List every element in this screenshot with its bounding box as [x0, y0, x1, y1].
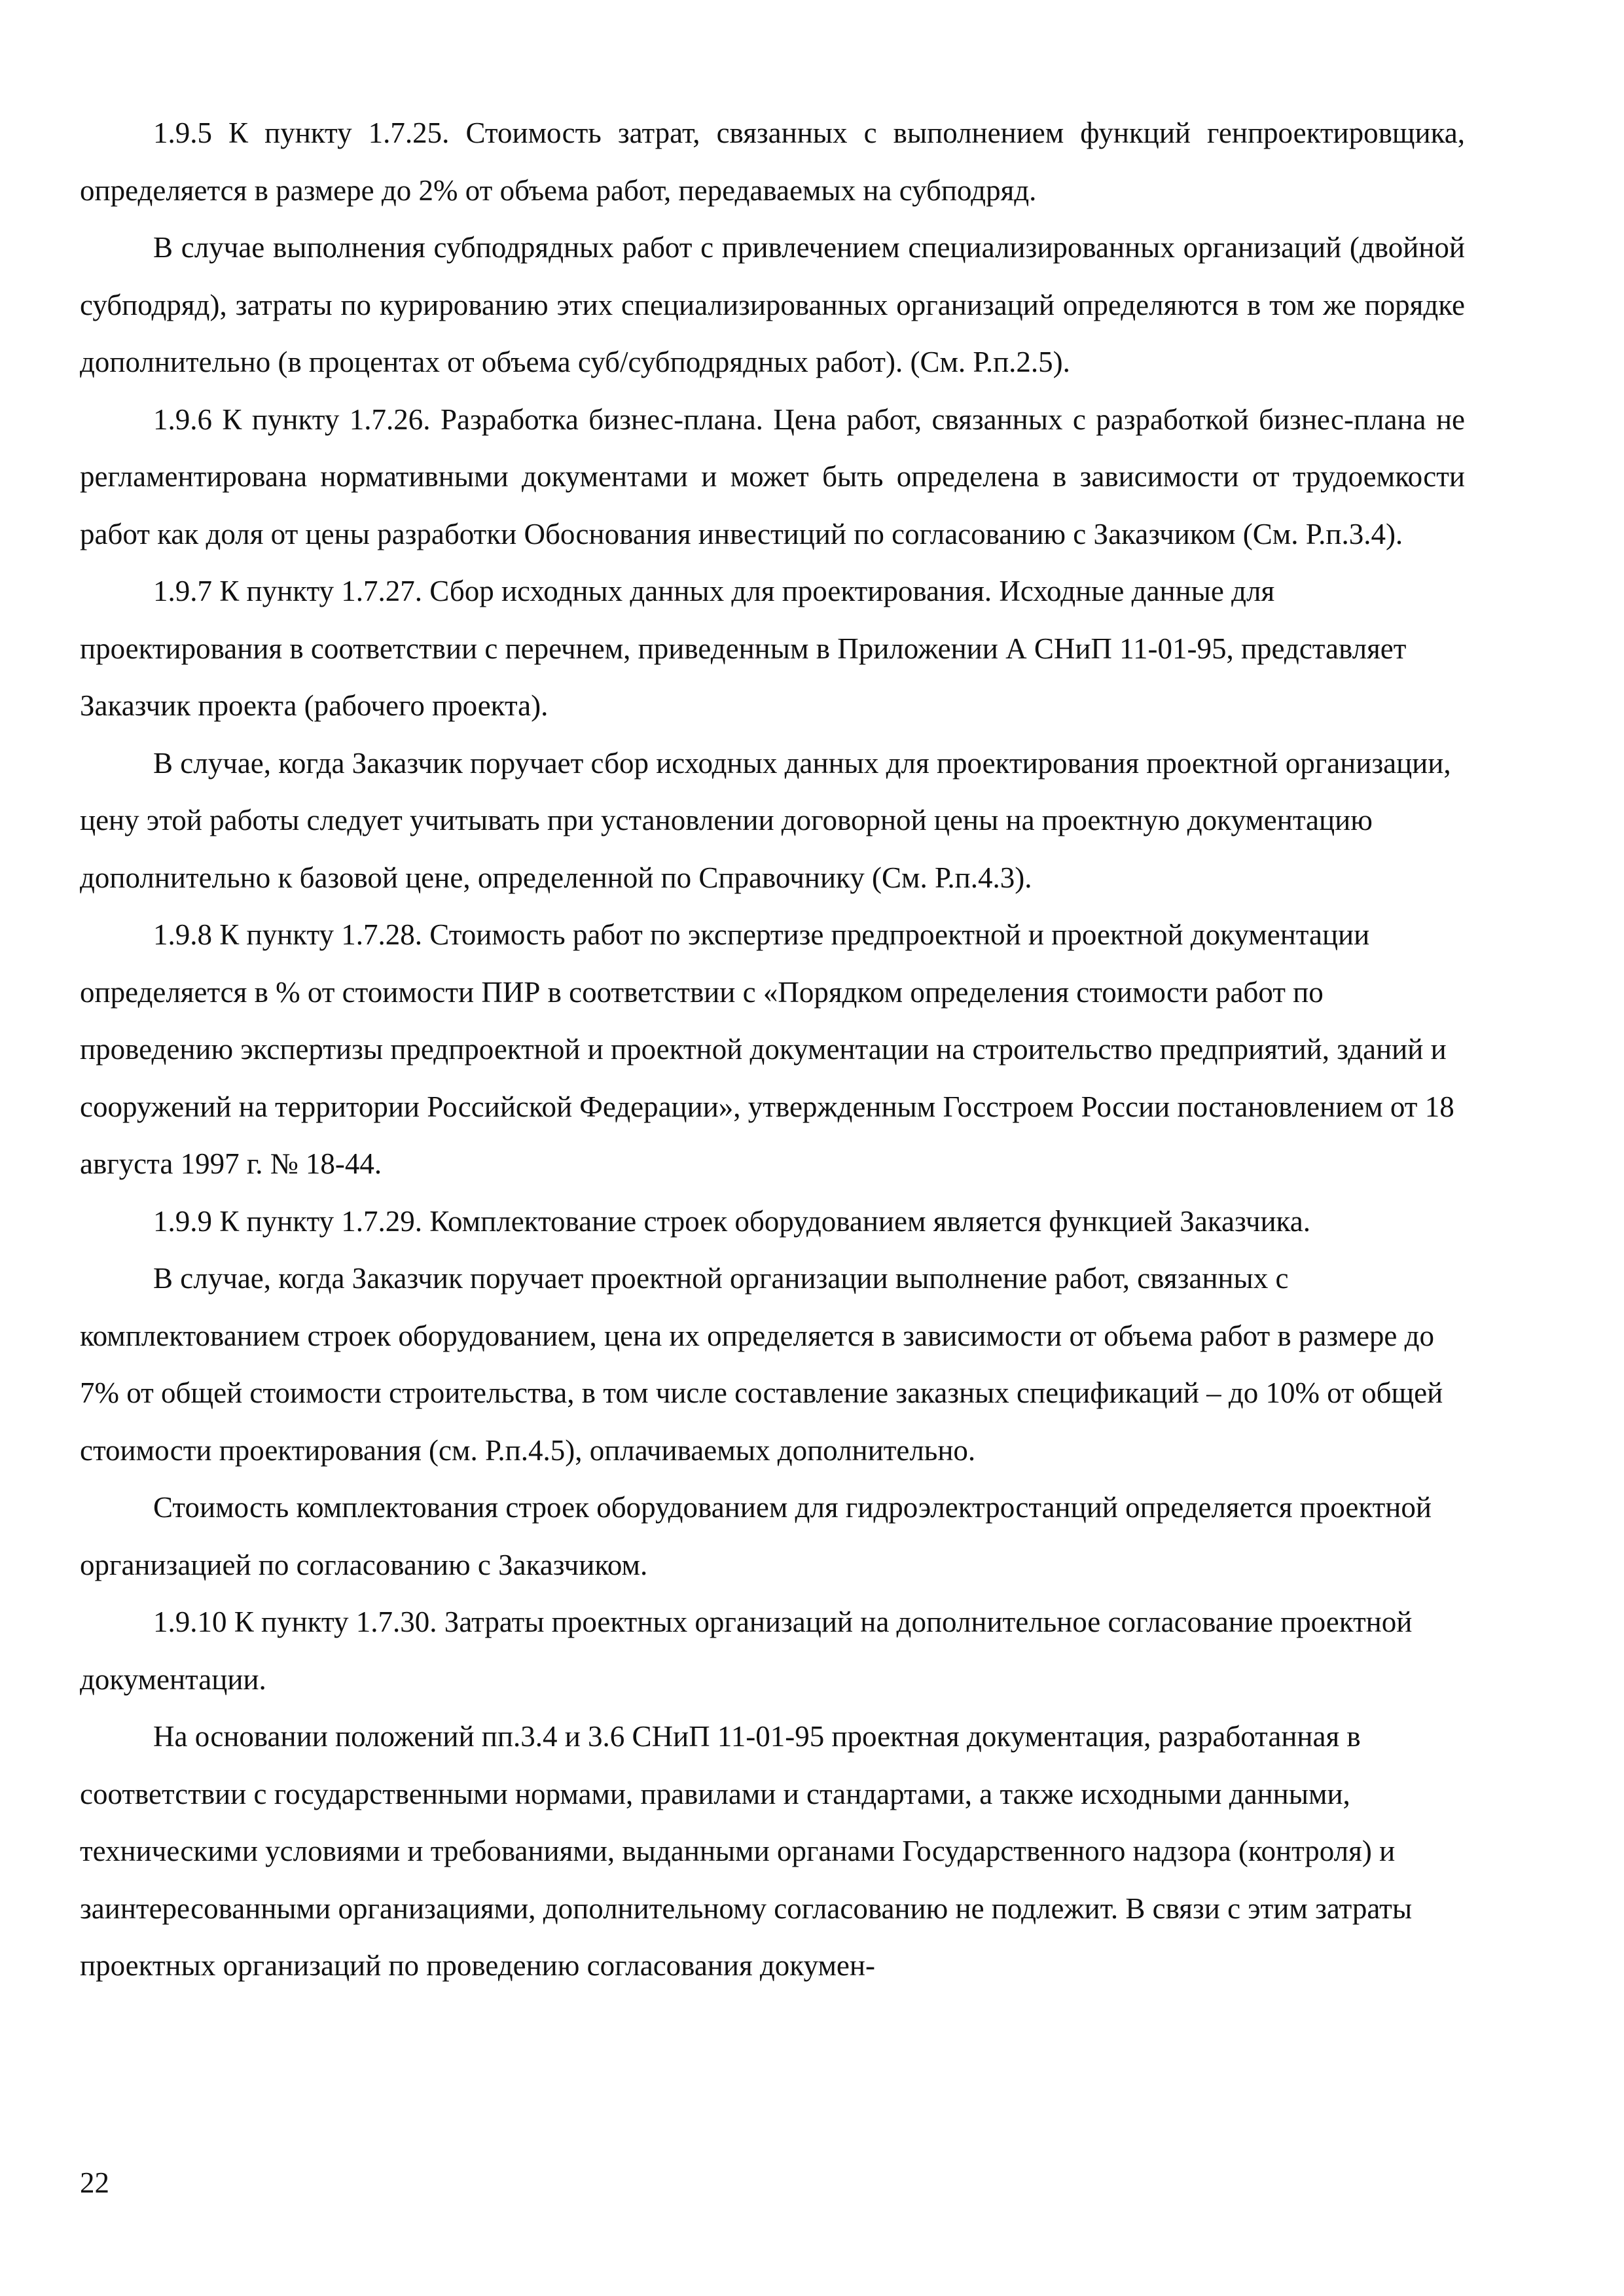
paragraph-1-9-5: 1.9.5 К пункту 1.7.25. Стоимость затрат, связанных с выполнением функций генпроектировщика, определяется в размере до 2% от объема работ, передаваемых на субподряд.	[80, 117, 1465, 207]
page-number: 22	[80, 2166, 109, 2199]
paragraph-equipment-procurement: В случае, когда Заказчик поручает проектной организации выполнение работ, связанных с комплектованием строек оборудованием, цена их определяется в зависимости от объема работ в размере до 7% от общей стоимости строительства, в том числе составление заказных спецификаций – до 10% от общей стоимости проектирования (см. Р.п.4.5), оплачиваемых дополнительно.	[80, 1262, 1443, 1467]
paragraph-double-subcontract: В случае выполнения субподрядных работ с привлечением специализированных организаций (двойной субподряд), затраты по курированию этих специализированных организаций определяются в том же порядке дополнительно (в процентах от объема суб/субподрядных работ). (См. Р.п.2.5).	[80, 231, 1465, 378]
paragraph-1-9-7: 1.9.7 К пункту 1.7.27. Сбор исходных данных для проектирования. Исходные данные для проектирования в соответствии с перечнем, приведенным в Приложении А СНиП 11-01-95, представляет Заказчик проекта (рабочего проекта).	[80, 575, 1407, 722]
paragraph-approval-basis: На основании положений пп.3.4 и 3.6 СНиП 11-01-95 проектная документация, разработанная в соответствии с государственными нормами, правилами и стандартами, а также исходными данными, техническими условиями и требованиями, выданными органами Государственного надзора (контроля) и заинтересованными организациями, дополнительному согласованию не подлежит. В связи с этим затраты проектных организаций по проведению согласования докумен-	[80, 1720, 1413, 1982]
body-text	[80, 105, 1465, 1995]
paragraph-1-9-6: 1.9.6 К пункту 1.7.26. Разработка бизнес-плана. Цена работ, связанных с разработкой бизнес-плана не регламентирована нормативными документами и может быть определена в зависимости от трудоемкости работ как доля от цены разработки Обоснования инвестиций по согласованию с Заказчиком (См. Р.п.3.4).	[80, 403, 1465, 550]
paragraph-1-9-9: 1.9.9 К пункту 1.7.29. Комплектование строек оборудованием является функцией Заказчика.	[153, 1204, 1310, 1238]
paragraph-1-9-10: 1.9.10 К пункту 1.7.30. Затраты проектных организаций на дополнительное согласование проектной документации.	[80, 1605, 1413, 1696]
paragraph-1-9-8: 1.9.8 К пункту 1.7.28. Стоимость работ по экспертизе предпроектной и проектной документации определяется в % от стоимости ПИР в соответствии с «Порядком определения стоимости работ по проведению экспертизы предпроектной и проектной документации на строительство предприятий, зданий и сооружений на территории Российской Федерации», утвержденным Госстроем России постановлением от 18 августа 1997 г. № 18-44.	[80, 918, 1454, 1180]
paragraph-initial-data-collection: В случае, когда Заказчик поручает сбор исходных данных для проектирования проектной организации, цену этой работы следует учитывать при установлении договорной цены на проектную документацию дополнительно к базовой цене, определенной по Справочнику (См. Р.п.4.3).	[80, 746, 1451, 894]
paragraph-hydropower-procurement: Стоимость комплектования строек оборудованием для гидроэлектростанций определяется проектной организацией по согласованию с Заказчиком.	[80, 1491, 1432, 1581]
